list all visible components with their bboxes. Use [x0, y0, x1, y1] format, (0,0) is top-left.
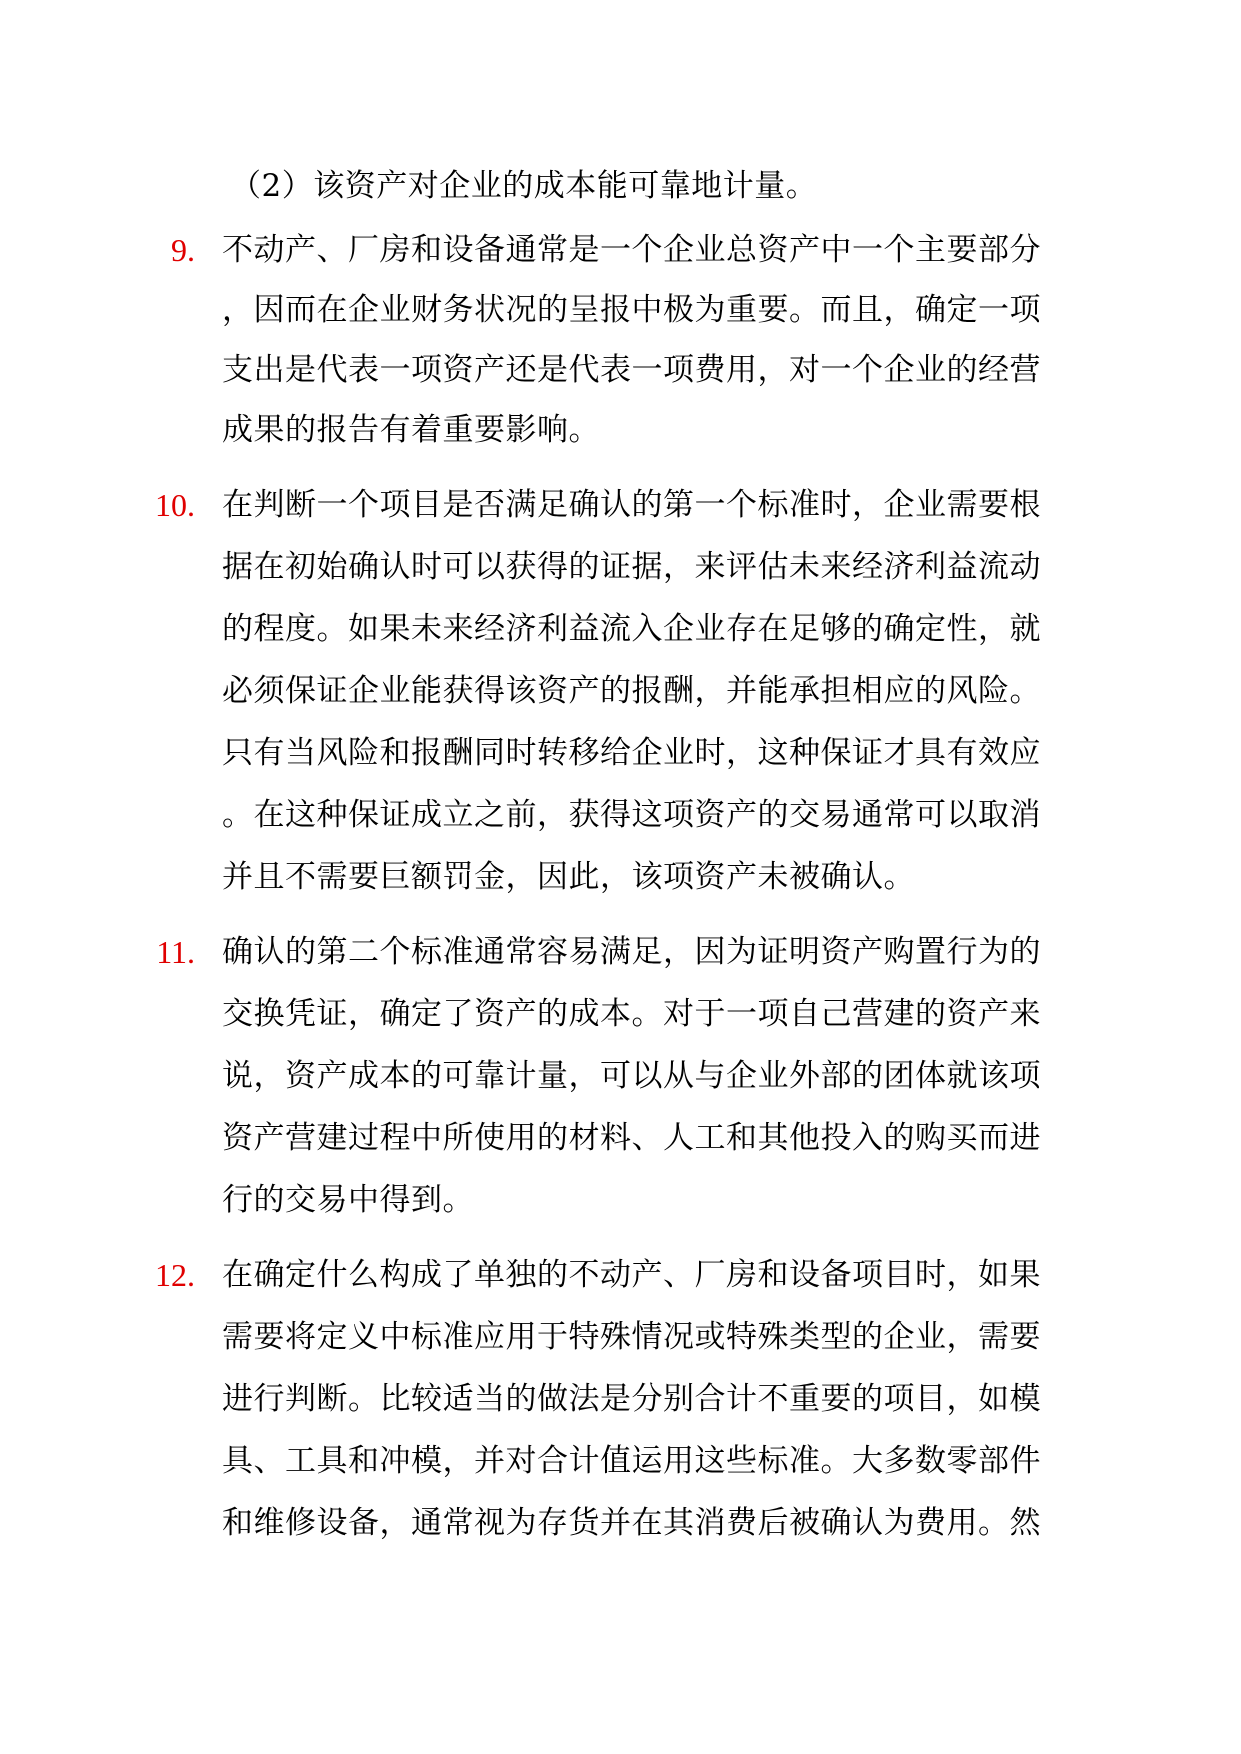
paragraph-number: 11. — [156, 934, 195, 970]
paragraph-text: 的程度。如果未来经济利益流入企业存在足够的确定性，就 — [222, 611, 1041, 647]
paragraph-text: 需要将定义中标准应用于特殊情况或特殊类型的企业，需要 — [222, 1319, 1041, 1355]
paragraph-text: 并且不需要巨额罚金，因此，该项资产未被确认。 — [222, 859, 915, 895]
intro-line — [0, 156, 1241, 216]
paragraph-11-line-4 — [0, 1108, 1241, 1168]
paragraph-text: 成果的报告有着重要影响。 — [222, 412, 600, 448]
paragraph-text: 确认的第二个标准通常容易满足，因为证明资产购置行为的 — [222, 934, 1041, 970]
paragraph-text: 在判断一个项目是否满足确认的第一个标准时，企业需要根 — [222, 487, 1041, 523]
paragraph-9-line-2 — [0, 280, 1241, 340]
paragraph-12-line-3 — [0, 1369, 1241, 1429]
paragraph-text: 只有当风险和报酬同时转移给企业时，这种保证才具有效应 — [222, 735, 1041, 771]
paragraph-10-line-5 — [0, 723, 1241, 783]
paragraph-number: 9. — [171, 232, 195, 268]
paragraph-10-line-1 — [0, 475, 1241, 535]
paragraph-12-line-5 — [0, 1493, 1241, 1553]
paragraph-11-line-5 — [0, 1170, 1241, 1230]
paragraph-text: 说，资产成本的可靠计量，可以从与企业外部的团体就该项 — [222, 1058, 1041, 1094]
paragraph-text: 。在这种保证成立之前，获得这项资产的交易通常可以取消 — [222, 797, 1041, 833]
paragraph-12-line-2 — [0, 1307, 1241, 1367]
paragraph-12-line-1 — [0, 1245, 1241, 1305]
paragraph-text: 具、工具和冲模，并对合计值运用这些标准。大多数零部件 — [222, 1443, 1041, 1479]
paragraph-10-line-6 — [0, 785, 1241, 845]
paragraph-text: 不动产、厂房和设备通常是一个企业总资产中一个主要部分 — [222, 232, 1041, 268]
paragraph-9-line-1 — [0, 220, 1241, 280]
paragraph-text: 和维修设备，通常视为存货并在其消费后被确认为费用。然 — [222, 1505, 1041, 1541]
paragraph-12-line-4 — [0, 1431, 1241, 1491]
paragraph-9-line-4 — [0, 400, 1241, 460]
paragraph-text: 交换凭证，确定了资产的成本。对于一项自己营建的资产来 — [222, 996, 1041, 1032]
paragraph-text: 进行判断。比较适当的做法是分别合计不重要的项目，如模 — [222, 1381, 1041, 1417]
paragraph-11-line-2 — [0, 984, 1241, 1044]
paragraph-11-line-3 — [0, 1046, 1241, 1106]
paragraph-text: 在确定什么构成了单独的不动产、厂房和设备项目时，如果 — [222, 1257, 1041, 1293]
paragraph-11-line-1 — [0, 922, 1241, 982]
paragraph-text: ，因而在企业财务状况的呈报中极为重要。而且，确定一项 — [222, 292, 1041, 328]
paragraph-number: 10. — [155, 487, 195, 523]
paragraph-10-line-2 — [0, 537, 1241, 597]
paragraph-10-line-3 — [0, 599, 1241, 659]
paragraph-9-line-3 — [0, 340, 1241, 400]
paragraph-text: 资产营建过程中所使用的材料、人工和其他投入的购买而进 — [222, 1120, 1041, 1156]
paragraph-10-line-4 — [0, 661, 1241, 721]
paragraph-text: 行的交易中得到。 — [222, 1182, 474, 1218]
intro-text: （2）该资产对企业的成本能可靠地计量。 — [230, 168, 818, 204]
paragraph-text: 支出是代表一项资产还是代表一项费用，对一个企业的经营 — [222, 352, 1041, 388]
paragraph-text: 必须保证企业能获得该资产的报酬，并能承担相应的风险。 — [222, 673, 1041, 709]
paragraph-text: 据在初始确认时可以获得的证据，来评估未来经济利益流动 — [222, 549, 1041, 585]
paragraph-10-line-7 — [0, 847, 1241, 907]
paragraph-number: 12. — [155, 1257, 195, 1293]
